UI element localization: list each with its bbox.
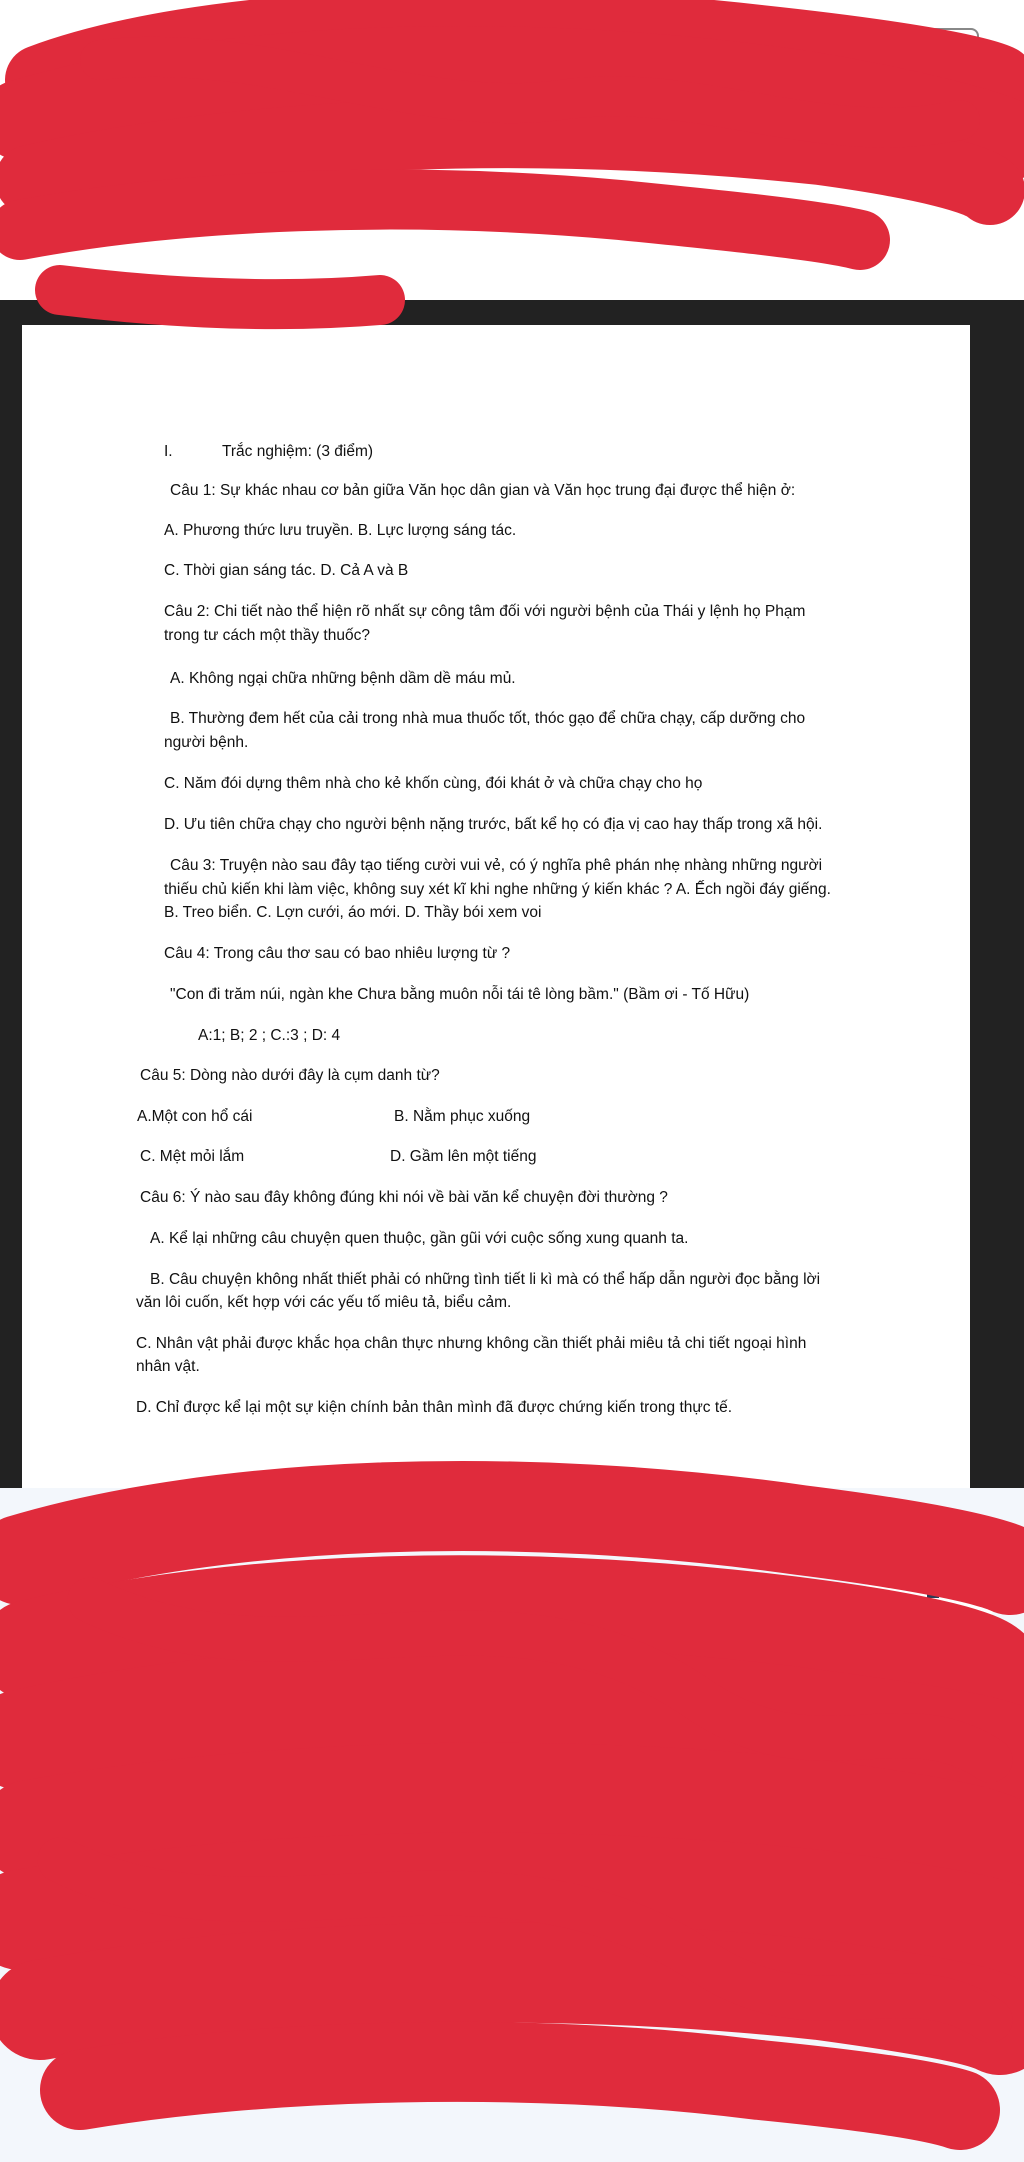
q2-option-b-line2: người bệnh.: [164, 734, 249, 751]
home-indicator[interactable]: [178, 2090, 224, 2095]
q6-option-a: A. Kể lại những câu chuyện quen thuộc, gần gũi với cuộc sống xung quanh ta.: [150, 1230, 689, 1247]
question-3-line3: B. Treo biển. C. Lợn cưới, áo mới. D. Thầy bói xem voi: [164, 904, 542, 921]
question-5: Câu 5: Dòng nào dưới đây là cụm danh từ?: [140, 1067, 440, 1084]
q6-option-c-line2: nhân vật.: [136, 1358, 200, 1375]
q6-option-d: D. Chỉ được kể lại một sự kiện chính bản thân mình đã được chứng kiến trong thực tế.: [136, 1399, 733, 1416]
q6-option-b-line1: B. Câu chuyện không nhất thiết phải có những tình tiết li kì mà có thể hấp dẫn người đọc bằng lời: [150, 1271, 821, 1288]
q2-option-d: D. Ưu tiên chữa chạy cho người bệnh nặng trước, bất kể họ có địa vị cao hay thấp trong xã hội.: [164, 816, 823, 833]
top-header: [0, 0, 1024, 300]
q4-options: A:1; B; 2 ; C.:3 ; D: 4: [198, 1027, 341, 1044]
lightbulb-icon[interactable]: [905, 1552, 961, 1612]
section-heading: Trắc nghiệm: (3 điểm): [222, 443, 374, 460]
question-2-line1: Câu 2: Chi tiết nào thể hiện rõ nhất sự công tâm đối với người bệnh của Thái y lệnh họ Phạm: [164, 603, 806, 620]
question-1: Câu 1: Sự khác nhau cơ bản giữa Văn học dân gian và Văn học trung đại được thể hiện ở:: [170, 482, 796, 499]
q6-option-b-line2: văn lôi cuốn, kết hợp với các yếu tố miêu tả, biểu cảm.: [136, 1294, 512, 1311]
q1-options-cd: C. Thời gian sáng tác. D. Cả A và B: [164, 562, 409, 579]
q5-option-c: C. Mệt mỏi lắm: [140, 1148, 245, 1165]
section-number: I.: [164, 443, 173, 460]
q2-option-b-line1: B. Thường đem hết của cải trong nhà mua thuốc tốt, thóc gạo để chữa chạy, cấp dưỡng cho: [170, 710, 806, 727]
question-6: Câu 6: Ý nào sau đây không đúng khi nói về bài văn kể chuyện đời thường ?: [140, 1189, 668, 1206]
q4-quote: "Con đi trăm núi, ngàn khe Chưa bằng muôn nỗi tái tê lòng bầm." (Bầm ơi - Tố Hữu): [170, 986, 750, 1003]
check-icon[interactable]: [900, 150, 970, 210]
q5-option-a: A.Một con hổ cái: [137, 1108, 253, 1125]
q1-options-ab: A. Phương thức lưu truyền. B. Lực lượng sáng tác.: [164, 522, 517, 539]
q6-option-c-line1: C. Nhân vật phải được khắc họa chân thực nhưng không cần thiết phải miêu tả chi tiết ngoại hình: [136, 1335, 807, 1352]
question-2-line2: trong tư cách một thầy thuốc?: [164, 627, 370, 644]
question-3-line1: Câu 3: Truyện nào sau đây tạo tiếng cười vui vẻ, có ý nghĩa phê phán nhẹ nhàng những người: [170, 857, 823, 874]
q2-option-c: C. Năm đói dựng thêm nhà cho kẻ khốn cùng, đói khát ở và chữa chạy cho họ: [164, 775, 703, 792]
post-title: bài tập: [150, 151, 305, 204]
question-4: Câu 4: Trong câu thơ sau có bao nhiêu lượng từ ?: [164, 945, 511, 962]
q5-option-b: B. Nằm phục xuống: [394, 1108, 531, 1125]
question-3-line2: thiếu chủ kiến khi làm việc, không suy xét kĩ khi nghe những ý kiến khác ? A. Ếch ngồi đáy giếng.: [164, 881, 831, 898]
page-badge[interactable]: 08: [905, 28, 979, 62]
accent-shape: [880, 1760, 980, 1840]
q5-option-d: D. Gầm lên một tiếng: [390, 1148, 537, 1165]
document-page: [22, 325, 970, 1488]
q2-option-a: A. Không ngại chữa những bệnh dầm dề máu mủ.: [170, 670, 516, 687]
